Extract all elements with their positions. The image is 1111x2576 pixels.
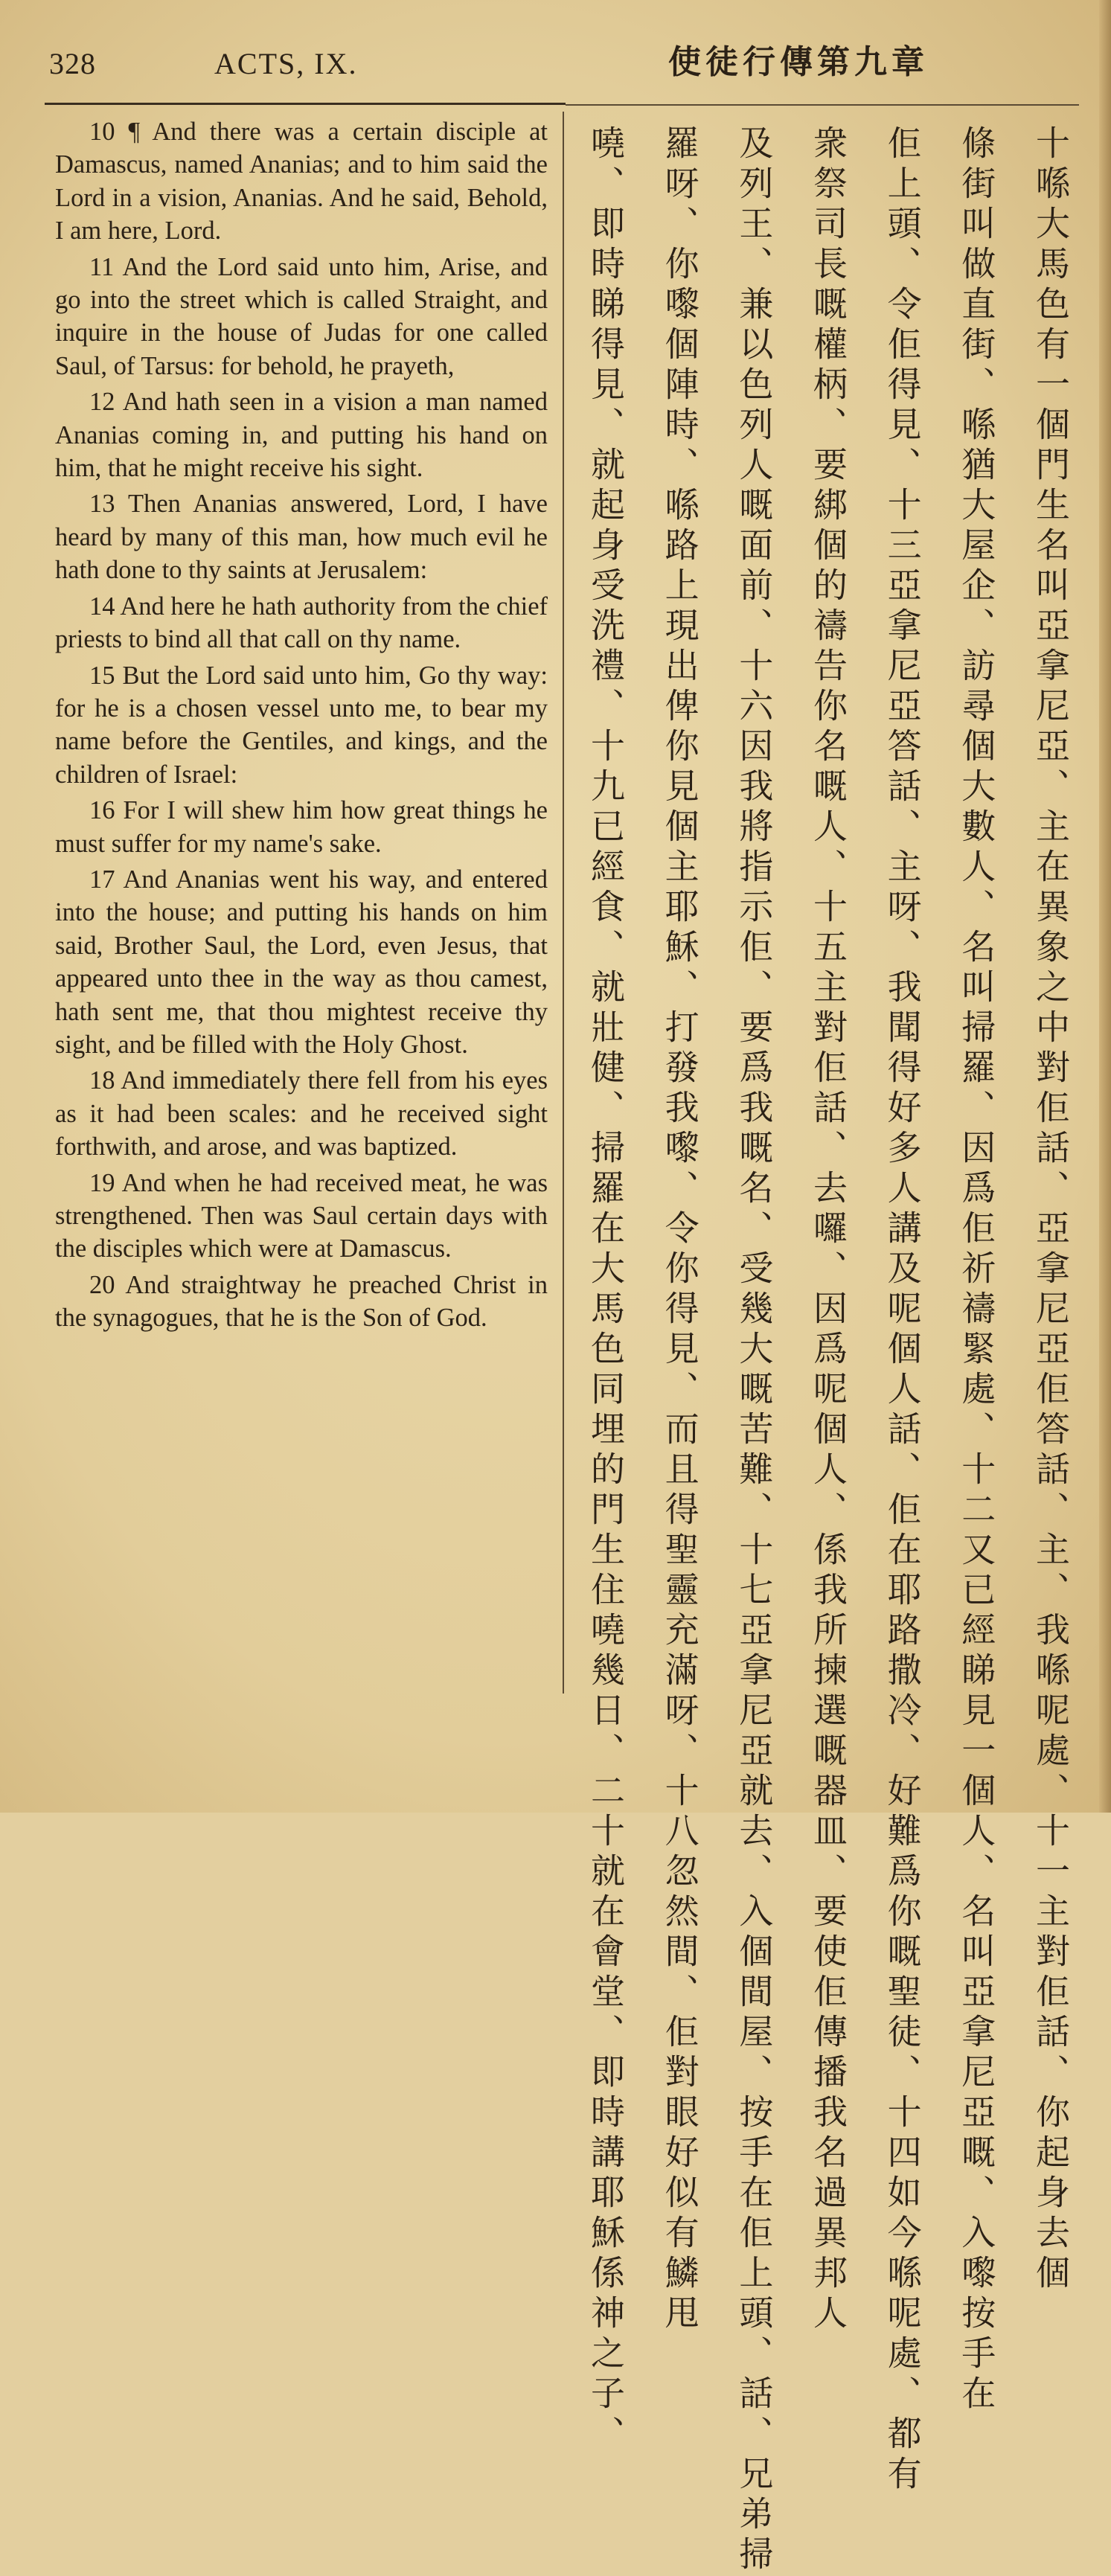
verse-18: 18 And immediately there fell from his eyes as it had been scales: and he received sight forthwith, and arose, and was baptized. <box>55 1066 548 1162</box>
verse-11: 11 And the Lord said unto him, Arise, and go into the street which is called Straight, and inquire in the house of Judas for one called Saul, of Tarsus: for behold, he prayeth, <box>55 252 548 380</box>
book-title: ACTS, IX. <box>214 47 358 80</box>
chinese-column-6: 羅呀、你嚟個陣時、喺路上現出俾你見個主耶穌、打發我嚟、令你得見、而且得聖靈充滿呀、十八忽然間、佢對眼好似有鱗甩 <box>659 125 700 2335</box>
chinese-column-3: 佢上頭、令佢得見、十三亞拿尼亞答話、主呀、我聞得好多人講及呢個人話、佢在耶路撒冷、好難爲你嘅聖徒、十四如今喺呢處、都有 <box>882 125 923 2496</box>
page-header <box>0 0 1111 104</box>
verse-12: 12 And hath seen in a vision a man named Ananias coming in, and putting his hand on him, that he might receive his sight. <box>55 388 548 483</box>
verse-14: 14 And here he hath authority from the chief priests to bind all that call on thy name. <box>55 592 548 654</box>
column-divider <box>563 112 564 1694</box>
chinese-column-7: 嘵、即時睇得見、就起身受洗禮、十九已經食、就壯健、掃羅在大馬色同埋的門生住嘵幾日、二十就在會堂、即時講耶穌係神之子、 <box>586 125 626 2455</box>
chinese-text-columns <box>571 125 1085 2576</box>
chinese-title: 使徒行傳第九章 <box>668 43 929 81</box>
chinese-column-4: 衆祭司長嘅權柄、要綁個的禱告你名嘅人、十五主對佢話、去囉、因爲呢個人、係我所揀選嘅器皿、要使佢傳播我名過異邦人 <box>807 125 848 2335</box>
verse-15: 15 But the Lord said unto him, Go thy way: for he is a chosen vessel unto me, to bear my name before the Gentiles, and kings, and the children of Israel: <box>55 661 548 789</box>
chinese-column-2: 條街叫做直街、喺猶大屋企、訪尋個大數人、名叫掃羅、因爲佢祈禱緊處、十二又已經睇見一個人、名叫亞拿尼亞嘅、入嚟按手在 <box>956 125 997 2415</box>
chinese-column-5: 及列王、兼以色列人嘅面前、十六因我將指示佢、要爲我嘅名、受幾大嘅苦難、十七亞拿尼亞就去、入個間屋、按手在佢上頭、話、兄弟掃 <box>734 125 775 2576</box>
verse-17: 17 And Ananias went his way, and entered into the house; and putting his hands on him said, Brother Saul, the Lord, even Jesus, that appeared unto thee in the way as thou camest, hath sent me, that thou mightest receive thy sight, and be filled with the Holy Ghost. <box>55 865 548 1059</box>
header-rule <box>45 103 566 105</box>
verse-13: 13 Then Ananias answered, Lord, I have heard by many of this man, how much evil he hath done to thy saints at Jerusalem: <box>55 490 548 585</box>
verse-20: 20 And straightway he preached Christ in the synagogues, that he is the Son of God. <box>55 1270 548 1333</box>
page-edge <box>1099 0 1111 1813</box>
page-number: 328 <box>49 47 96 80</box>
verse-10: 10 ¶ And there was a certain disciple at Damascus, named Ananias; and to him said the Lord in a vision, Ananias. And he said, Behold, I am here, Lord. <box>55 118 548 246</box>
header-rule-right <box>566 104 1079 106</box>
verse-19: 19 And when he had received meat, he was strengthened. Then was Saul certain days with the disciples which were at Damascus. <box>55 1168 548 1263</box>
chinese-column-1: 十喺大馬色有一個門生名叫亞拿尼亞、主在異象之中對佢話、亞拿尼亞佢答話、主、我喺呢處、十一主對佢話、你起身去個 <box>1030 125 1071 2295</box>
verse-16: 16 For I will shew him how great things he must suffer for my name's sake. <box>55 796 548 858</box>
english-text-column <box>55 115 548 1338</box>
